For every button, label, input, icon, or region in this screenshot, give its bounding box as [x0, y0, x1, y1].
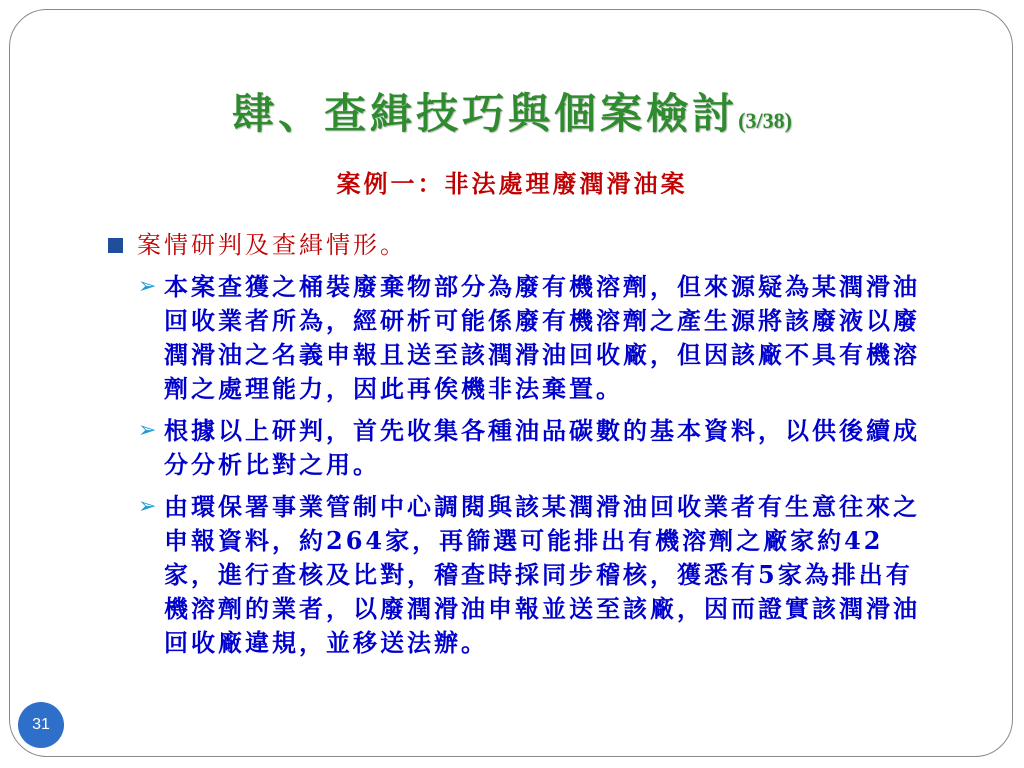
arrow-bullet-icon: ➢ — [138, 274, 157, 299]
slide-title — [0, 84, 1024, 151]
slide-subtitle: 案例一：非法處理廢潤滑油案 — [336, 169, 688, 198]
point-text-2: 根據以上研判，首先收集各種油品碳數的基本資料，以供後續成分分析比對之用。 — [164, 416, 920, 479]
title-text: 肆、查緝技巧與個案檢討 — [232, 89, 739, 138]
point-item-2 — [138, 414, 988, 482]
point-text-1: 本案查獲之桶裝廢棄物部分為廢有機溶劑，但來源疑為某潤滑油回收業者所為，經研析可能係廢有機溶劑之產生源將該廢液以廢潤滑油之名義申報且送至該潤滑油回收廠，但因該廠不具有機溶劑之處理能力，因此再俟機非法棄置。 — [164, 272, 920, 403]
point-item-1 — [138, 270, 988, 406]
arrow-bullet-icon: ➢ — [138, 418, 157, 443]
point-item-3 — [138, 490, 988, 660]
arrow-bullet-icon: ➢ — [138, 494, 157, 519]
page-number-badge: 31 — [18, 702, 64, 748]
square-bullet-icon — [108, 238, 123, 253]
heading-text: 案情研判及查緝情形。 — [137, 231, 407, 259]
heading-item — [108, 228, 988, 262]
title-count: (3/38) — [738, 108, 792, 133]
slide-content — [108, 228, 988, 668]
point-text-3: 由環保署事業管制中心調閱與該某潤滑油回收業者有生意往來之申報資料，約264家，再篩選可能排出有機溶劑之廠家約42家，進行查核及比對，稽查時採同步稽核，獲悉有5家為排出有機溶劑的業者，以廢潤滑油申報並送至該廠，因而證實該潤滑油回收廠違規，並移送法辦。 — [164, 492, 920, 657]
